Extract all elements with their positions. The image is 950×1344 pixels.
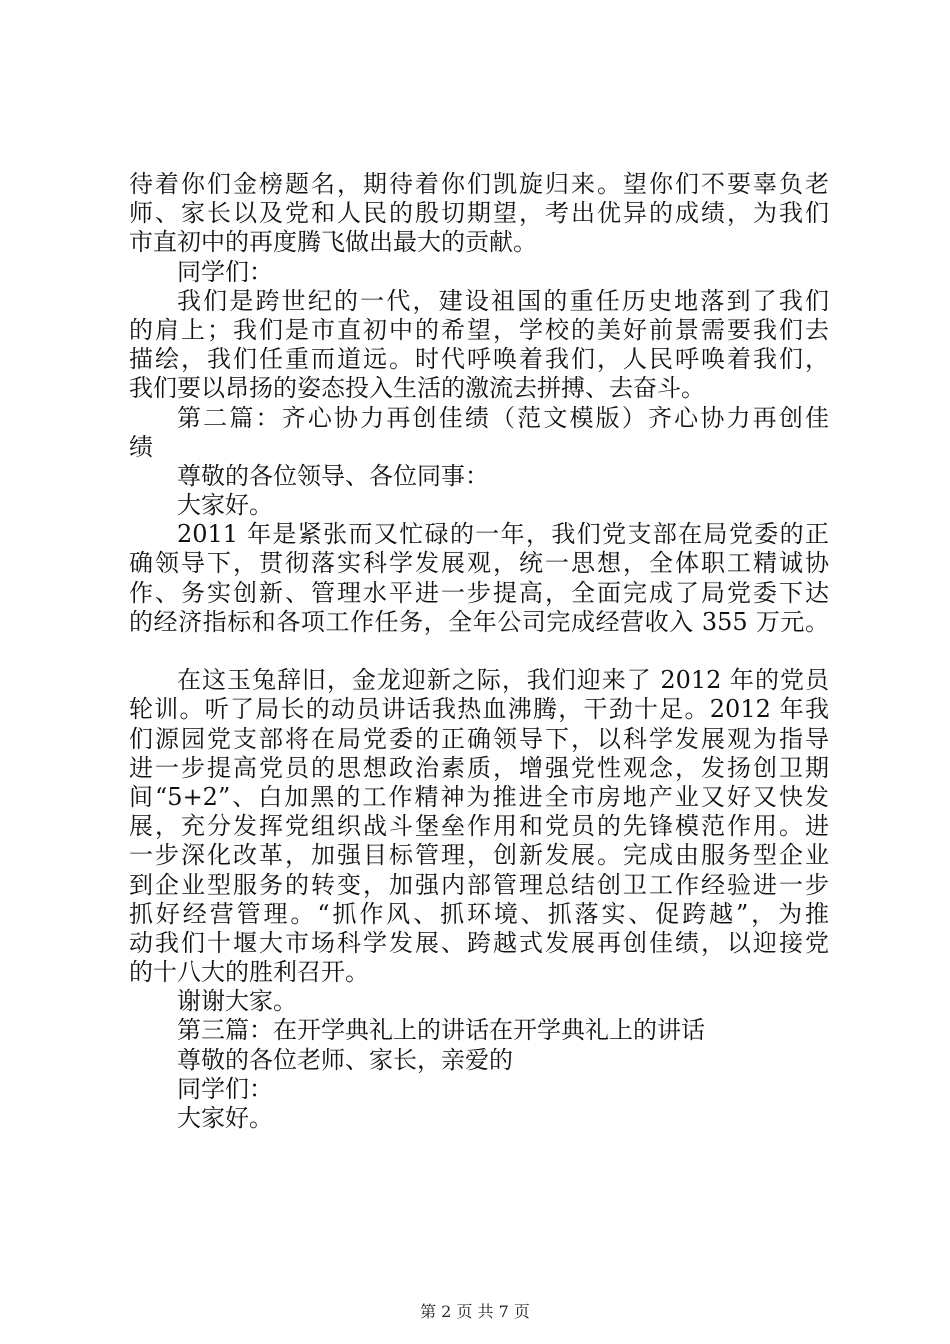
text-line: 的经济指标和各项工作任务，全年公司完成经营收入 355 万元。 <box>129 607 829 636</box>
text-line: 同学们： <box>177 1074 273 1103</box>
text-line: 谢谢大家。 <box>177 987 297 1016</box>
blank-line <box>129 637 829 666</box>
text-line: 第三篇：在开学典礼上的讲话在开学典礼上的讲话 <box>177 1016 705 1045</box>
text-line: 一步深化改革，加强目标管理，创新发展。完成由服务型企业 <box>129 841 829 870</box>
text-line: 第二篇：齐心协力再创佳绩（范文模版）齐心协力再创佳 <box>177 403 829 432</box>
text-line: 尊敬的各位领导、各位同事： <box>177 461 489 490</box>
text-line: 到企业型服务的转变，加强内部管理总结创卫工作经验进一步 <box>129 870 829 899</box>
text-line: 进一步提高党员的思想政治素质，增强党性观念，发扬创卫期 <box>129 753 829 782</box>
page-footer: 第 2 页 共 7 页 <box>420 1302 530 1321</box>
text-line: 我们是跨世纪的一代，建设祖国的重任历史地落到了我们 <box>177 286 829 315</box>
text-line: 师、家长以及党和人民的殷切期望，考出优异的成绩，为我们 <box>129 199 829 228</box>
text-line: 们源园党支部将在局党委的正确领导下，以科学发展观为指导 <box>129 724 829 753</box>
text-line: 展，充分发挥党组织战斗堡垒作用和党员的先锋模范作用。进 <box>129 812 829 841</box>
text-line: 的肩上；我们是市直初中的希望，学校的美好前景需要我们去 <box>129 315 829 344</box>
text-line: 同学们： <box>177 257 273 286</box>
text-line: 动我们十堰大市场科学发展、跨越式发展再创佳绩，以迎接党 <box>129 928 829 957</box>
document-body <box>129 170 829 1133</box>
text-line: 市直初中的再度腾飞做出最大的贡献。 <box>129 228 537 257</box>
text-line: 抓好经营管理。“抓作风、抓环境、抓落实、促跨越”，为推 <box>129 899 829 928</box>
text-line: 确领导下，贯彻落实科学发展观，统一思想，全体职工精诚协 <box>129 549 829 578</box>
text-line: 2011 年是紧张而又忙碌的一年，我们党支部在局党委的正 <box>177 520 829 549</box>
text-line: 在这玉兔辞旧，金龙迎新之际，我们迎来了 2012 年的党员 <box>177 666 829 695</box>
text-line: 大家好。 <box>177 491 273 520</box>
text-line: 间“5+2”、白加黑的工作精神为推进全市房地产业又好又快发 <box>129 782 829 811</box>
text-line: 描绘，我们任重而道远。时代呼唤着我们，人民呼唤着我们， <box>129 345 829 374</box>
text-line: 尊敬的各位老师、家长，亲爱的 <box>177 1045 513 1074</box>
text-line: 轮训。听了局长的动员讲话我热血沸腾，干劲十足。2012 年我 <box>129 695 829 724</box>
text-line: 绩 <box>129 432 153 461</box>
text-line: 我们要以昂扬的姿态投入生活的激流去拼搏、去奋斗。 <box>129 374 705 403</box>
text-line: 的十八大的胜利召开。 <box>129 958 369 987</box>
text-line: 待着你们金榜题名，期待着你们凯旋归来。望你们不要辜负老 <box>129 170 829 198</box>
text-line: 大家好。 <box>177 1104 273 1132</box>
text-line: 作、务实创新、管理水平进一步提高，全面完成了局党委下达 <box>129 578 829 607</box>
